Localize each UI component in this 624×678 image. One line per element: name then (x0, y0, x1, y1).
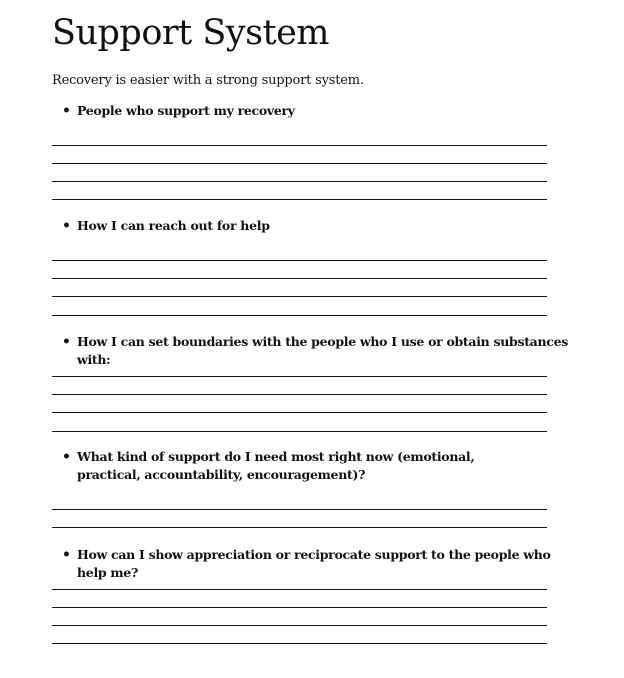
answer-line[interactable] (52, 589, 547, 590)
answer-line[interactable] (52, 278, 547, 279)
answer-line[interactable] (52, 145, 547, 146)
answer-line[interactable] (52, 181, 547, 182)
prompt-label: How I can reach out for help (77, 218, 270, 233)
answer-line[interactable] (52, 296, 547, 297)
answer-line[interactable] (52, 607, 547, 608)
answer-line[interactable] (52, 199, 547, 200)
answer-line[interactable] (52, 394, 547, 395)
answer-line[interactable] (52, 625, 547, 626)
prompt-boundaries (62, 333, 582, 369)
bullet-icon: • (62, 334, 71, 350)
prompt-reach-out (62, 217, 562, 235)
bullet-icon: • (62, 218, 71, 234)
prompt-support-needed (62, 448, 502, 484)
prompt-label: People who support my recovery (77, 103, 295, 118)
prompt-support-people (62, 102, 562, 120)
answer-line[interactable] (52, 315, 547, 316)
page-title: Support System (52, 13, 329, 53)
answer-line[interactable] (52, 431, 547, 432)
prompt-appreciation (62, 546, 582, 582)
answer-line[interactable] (52, 163, 547, 164)
answer-line[interactable] (52, 376, 547, 377)
prompt-label: How I can set boundaries with the people who I use or obtain substances with: (77, 334, 568, 367)
answer-line[interactable] (52, 527, 547, 528)
bullet-icon: • (62, 449, 71, 465)
bullet-icon: • (62, 103, 71, 119)
answer-line[interactable] (52, 509, 547, 510)
answer-line[interactable] (52, 260, 547, 261)
prompt-label: How can I show appreciation or reciprocate support to the people who help me? (77, 547, 551, 580)
answer-line[interactable] (52, 412, 547, 413)
intro-text: Recovery is easier with a strong support system. (52, 73, 364, 88)
bullet-icon: • (62, 547, 71, 563)
answer-line[interactable] (52, 643, 547, 644)
prompt-label: What kind of support do I need most right now (emotional, practical, accountability, encouragement)? (77, 449, 475, 482)
